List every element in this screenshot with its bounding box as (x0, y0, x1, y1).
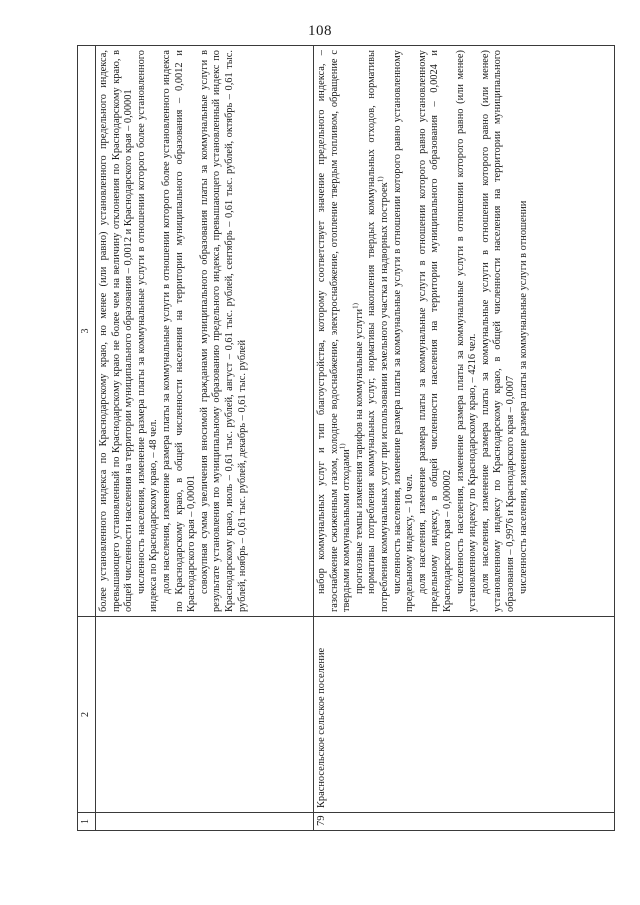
paragraph (366, 50, 391, 612)
row-number: 79 (314, 813, 615, 831)
footnote-marker: 1) (338, 443, 347, 450)
continuation-col-3 (96, 46, 314, 617)
paragraph (392, 50, 417, 612)
row-details-text (316, 50, 530, 612)
paragraph (417, 50, 455, 612)
continuation-col-1 (96, 813, 314, 831)
paragraph-text: численность населения, изменение размера платы за коммунальные услуги в отношении которого более установленного индекса по Краснодарскому краю, – 48 чел. (135, 50, 160, 612)
paragraph-text: численность населения, изменение размера платы за коммунальные услуги в отношении которого равно (или менее) установленному индексу по Краснодарскому краю, – 4216 чел. (454, 50, 479, 612)
paragraph-text: нормативы потребления коммунальных услуг, нормативы накопления твердых коммунальных отходов, нормативы потребления коммунальных услуг при использовании земельного участка и надворных построек (366, 50, 390, 612)
paragraph-text: прогнозные темпы изменения тарифов на коммунальные услуги (353, 308, 365, 594)
footnote-marker: 1) (351, 303, 360, 309)
paragraph-text: доля населения, изменение размера платы за коммунальные услуги в отношении которого более установленного индекса по Краснодарскому краю, в общей численности населения на территории муниципального образования – 0,0012 и Краснодарского края – 0,00001 (160, 50, 198, 612)
table-row-continuation (96, 46, 314, 831)
table-row-79 (314, 46, 615, 831)
paragraph (518, 50, 531, 612)
paragraph-text: численность населения, изменение размера платы за коммунальные услуги в отношении которого равно установленному предельному индексу, – 10 чел. (391, 50, 416, 612)
paragraph (161, 50, 199, 612)
paragraph (98, 50, 136, 612)
row-name: Красносельское сельское поселение (314, 617, 615, 813)
paragraph-text: доля населения, изменение размера платы за коммунальные услуги в отношении которого равно (или менее) установленному индексу по Краснодарскому краю, в общей численности населения на территории муниципального образования – 0,9976 и Краснодарского края – 0,0007 (479, 50, 516, 612)
table-header-row (78, 46, 96, 831)
paragraph-text: совокупная сумма увеличения вносимой гражданами муниципального образования платы за коммунальные услуги в результате установления по муниципальному образованию предельного индекса, превышающего установленный индекс по Краснодарскому краю, июль – 0,61 тыс. рублей, август – 0,61 тыс. рублей, сентябрь – 0,61 тыс. рублей, октябрь – 0,61 тыс. рублей, ноябрь – 0,61 тыс. рублей, декабрь – 0,61 тыс. рублей (198, 50, 248, 612)
header-col-1: 1 (78, 813, 96, 831)
row-details (314, 46, 615, 617)
paragraph-text: численность населения, изменение размера платы за коммунальные услуги в отношении (517, 200, 529, 594)
data-table (77, 45, 615, 831)
paragraph-text: набор коммунальных услуг и тип благоустройства, которому соответствует значение предельного индекса, – газоснабжение сжиженным газом, холодное водоснабжение, электроснабжение, отопление твердым топливом, обращение с твердыми коммунальными отходами (316, 50, 353, 612)
paragraph (351, 50, 367, 612)
rotated-table-area (77, 45, 615, 831)
page-number: 108 (308, 23, 332, 39)
footnote-marker: 1) (376, 176, 385, 183)
rotated-table-frame (77, 45, 615, 831)
paragraph (316, 50, 354, 612)
header-col-2: 2 (78, 617, 96, 813)
paragraph (136, 50, 161, 612)
paragraph (199, 50, 249, 612)
continuation-text (98, 50, 249, 612)
paragraph-text: доля населения, изменение размера платы за коммунальные услуги в отношении которого равно установленному предельному индексу, в общей численности населения на территории муниципального образования – 0,0024 и Краснодарского края – 0,000002 (416, 50, 453, 612)
continuation-col-2 (96, 617, 314, 813)
paragraph (480, 50, 518, 612)
paragraph-text: более установленного индекса по Краснодарскому краю, но менее (или равно) установленного предельного индекса, превышающего установленный по Краснодарскому краю не более чем на величину отклонения по Краснодарскому краю, в общей численности населения на территории муниципального образования – 0,0012 и Краснодарского края – 0,00001 (98, 50, 135, 612)
paragraph (455, 50, 480, 612)
header-col-3: 3 (78, 46, 96, 617)
